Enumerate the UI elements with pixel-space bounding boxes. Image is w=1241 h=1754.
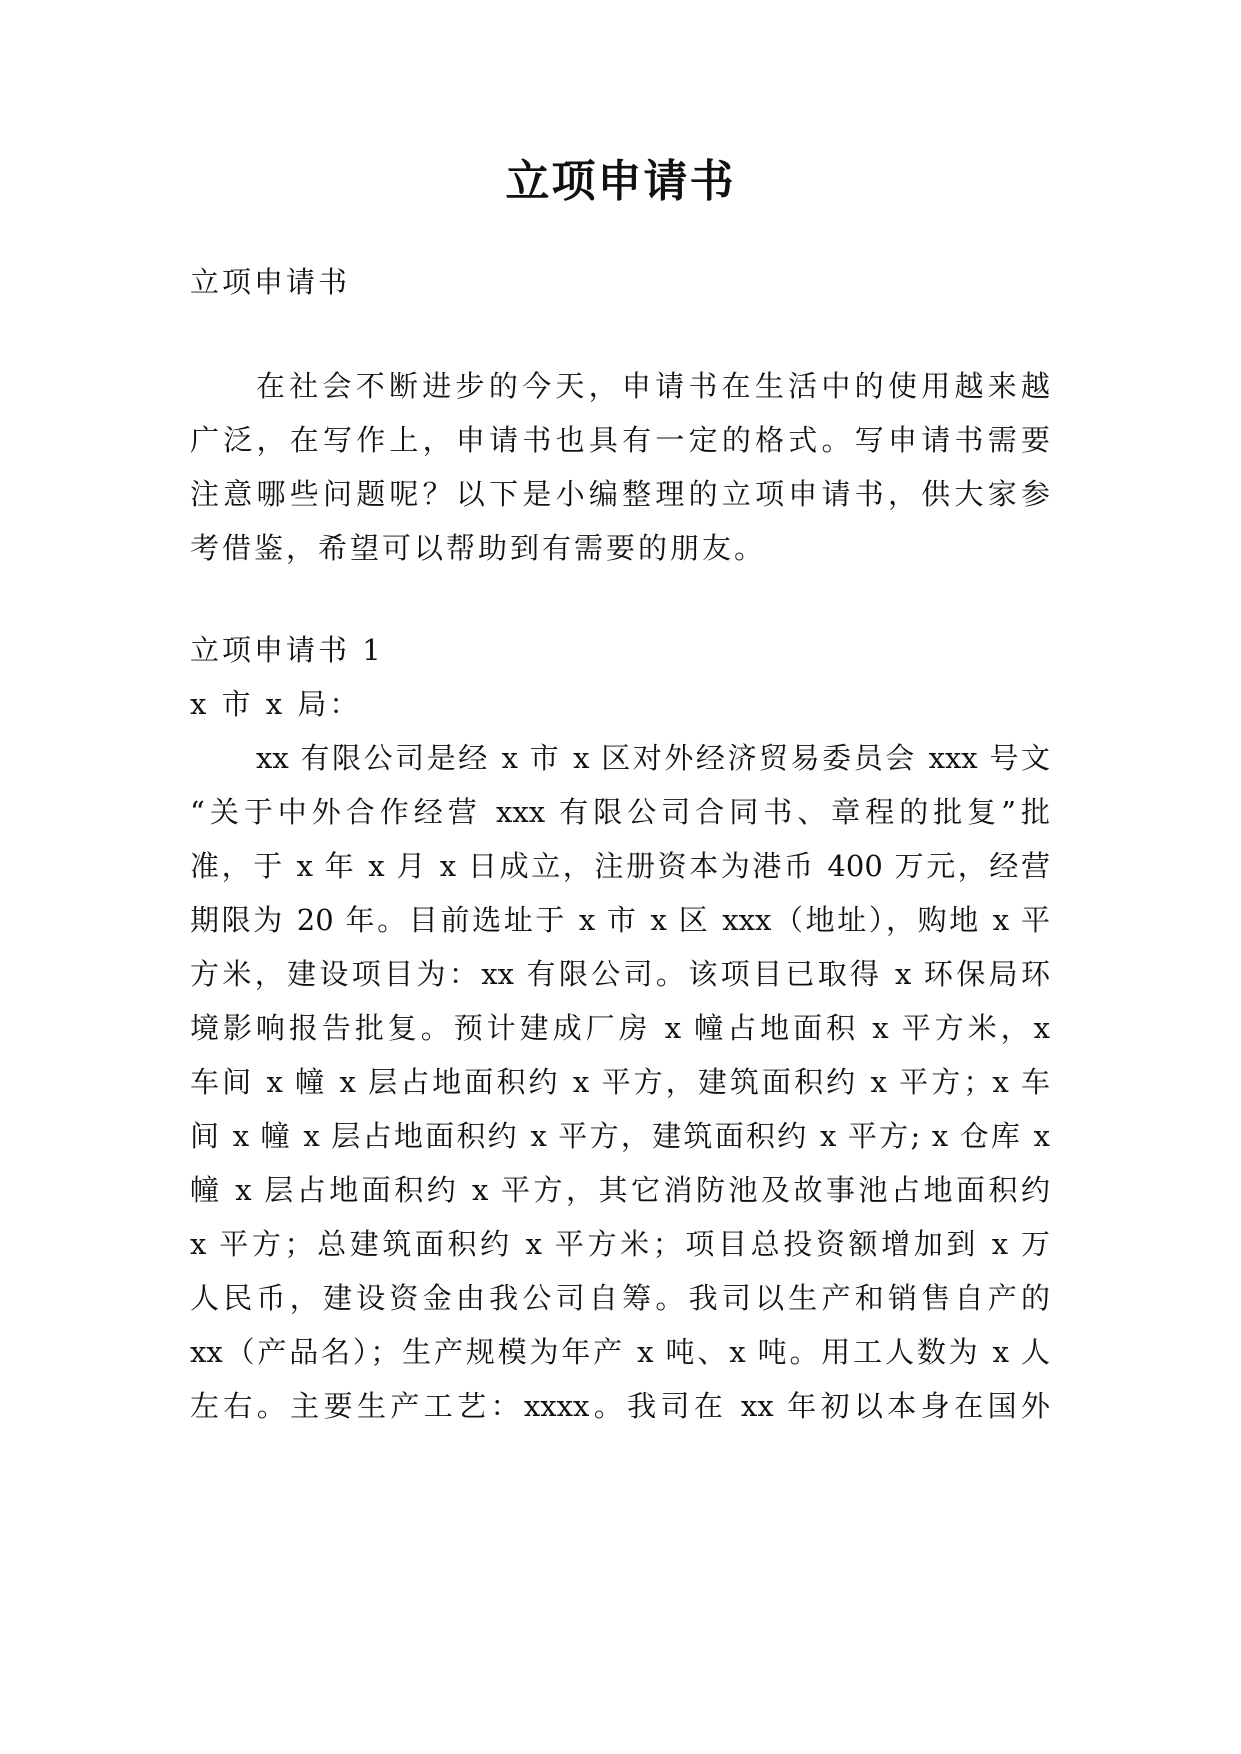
intro-line: 注意哪些问题呢？以下是小编整理的立项申请书，供大家参: [190, 477, 1050, 511]
body-line: 境影响报告批复。预计建成厂房 x 幢占地面积 x 平方米，x: [190, 1011, 1050, 1045]
addressee: x 市 x 局：: [190, 687, 362, 721]
section-heading: 立项申请书 1: [190, 633, 384, 667]
body-line: 期限为 20 年。目前选址于 x 市 x 区 xxx（地址），购地 x 平: [190, 903, 1050, 937]
body-line: 间 x 幢 x 层占地面积约 x 平方，建筑面积约 x 平方; x 仓库 x: [190, 1119, 1050, 1153]
body-line: xx 有限公司是经 x 市 x 区对外经济贸易委员会 xxx 号文: [256, 741, 1050, 775]
document-title: 立项申请书: [505, 156, 736, 207]
body-line: 人民币，建设资金由我公司自筹。我司以生产和销售自产的: [190, 1281, 1050, 1315]
document-subtitle: 立项申请书: [190, 265, 351, 299]
intro-line: 广泛，在写作上，申请书也具有一定的格式。写申请书需要: [190, 423, 1050, 457]
body-line: 车间 x 幢 x 层占地面积约 x 平方，建筑面积约 x 平方；x 车: [190, 1065, 1050, 1099]
body-line: xx（产品名）；生产规模为年产 x 吨、x 吨。用工人数为 x 人: [190, 1335, 1050, 1369]
intro-line: 考借鉴，希望可以帮助到有需要的朋友。: [190, 531, 767, 565]
body-line: 准，于 x 年 x 月 x 日成立，注册资本为港币 400 万元，经营: [190, 849, 1050, 883]
body-line: “关于中外合作经营 xxx 有限公司合同书、章程的批复”批: [190, 795, 1050, 829]
body-line: 左右。主要生产工艺：xxxx。我司在 xx 年初以本身在国外: [190, 1389, 1050, 1423]
body-line: 方米，建设项目为：xx 有限公司。该项目已取得 x 环保局环: [190, 957, 1050, 991]
intro-line: 在社会不断进步的今天，申请书在生活中的使用越来越: [256, 369, 1050, 403]
body-line: 幢 x 层占地面积约 x 平方，其它消防池及故事池占地面积约: [190, 1173, 1050, 1207]
body-line: x 平方；总建筑面积约 x 平方米；项目总投资额增加到 x 万: [190, 1227, 1050, 1261]
